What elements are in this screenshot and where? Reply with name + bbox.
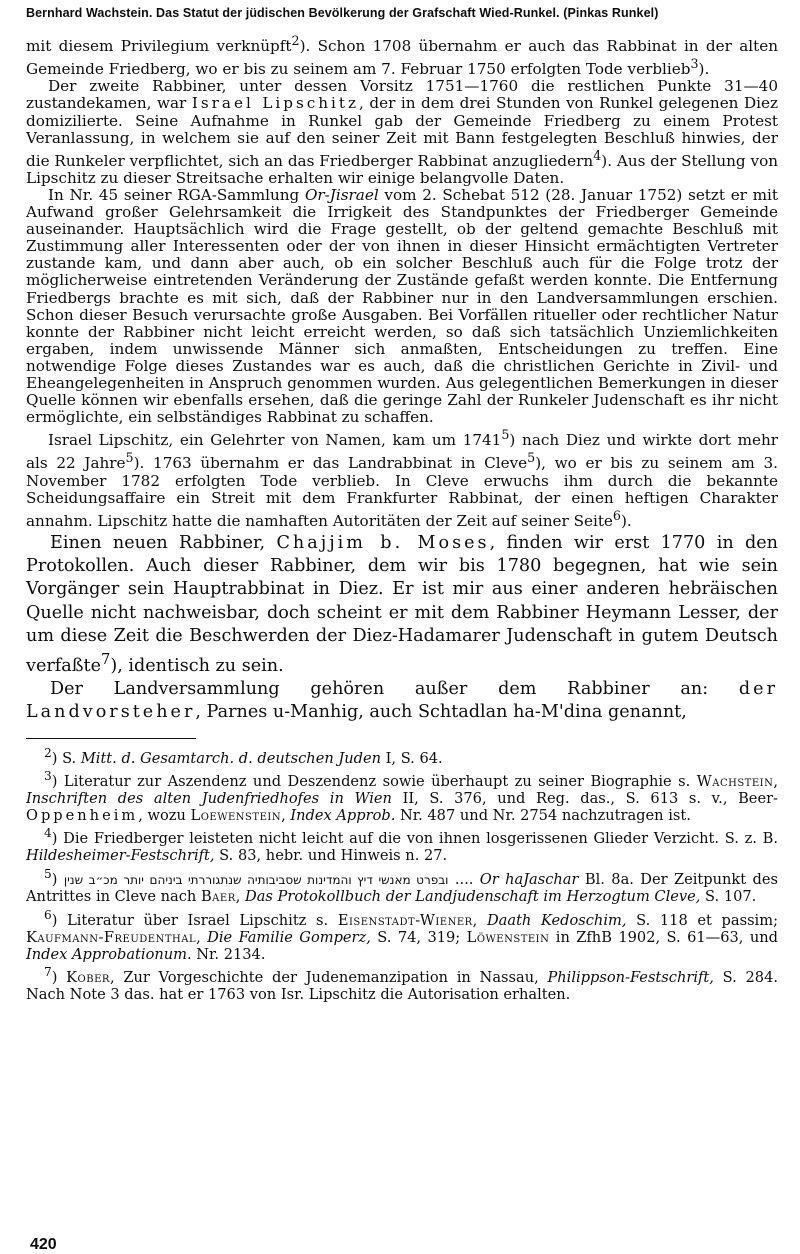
author-name: Wachstein xyxy=(696,773,774,791)
text: Nr. 2134. xyxy=(191,945,266,963)
paragraph-2 xyxy=(26,78,778,187)
paragraph-5 xyxy=(26,532,778,678)
footnote-4 xyxy=(26,825,778,864)
footnote-mark: 2 xyxy=(44,746,52,761)
footnote-5: $^5$) ובפרט מאנשי דיץ והמדינות שסביבותיה שנתגוררתי ביניהם יותר מכ״ב שנין .... Or haJaschar Bl. 8a. Der Zeitpunkt des Antrittes in Cleve nach Baer, Das Protokollbuch der Landjudenschaft im Herzogtum Cleve, S. 107. xyxy=(26,866,778,906)
footnote-ref-6[interactable]: 6 xyxy=(612,507,621,523)
running-head: Bernhard Wachstein. Das Statut der jüdischen Bevölkerung der Grafschaft Wied-Runkel. (Pinkas Runkel) xyxy=(26,6,659,20)
body-text-small xyxy=(26,32,778,530)
page-number: 420 xyxy=(30,1236,57,1253)
person-name: Oppenheim xyxy=(26,807,139,825)
text: Einen neuen Rabbiner, xyxy=(50,532,277,553)
text: Nr. 487 und Nr. 2754 nachzutragen ist. xyxy=(395,807,691,825)
text: ) Die Friedberger leisteten nicht leicht auf die von ihnen losgerissenen Glieder Verzicht. S. z. B. xyxy=(51,830,778,848)
footnote-3: $^3$) Literatur zur Aszendenz und Deszendenz sowie überhaupt zu seiner Biographie s. Wachstein, Inschriften des alten Judenfriedhofes in Wien II, S. 376, und Reg. das., S. 613 s. v., Beer-Oppenheim, wozu Loewenstein, Index Approb. Nr. 487 und Nr. 2754 nachzutragen ist. xyxy=(26,769,778,825)
work-title: Daath Kedoschim, xyxy=(486,911,627,929)
work-title: Index Approbationum. xyxy=(26,945,192,963)
text: I, S. 64. xyxy=(381,750,443,768)
text: In Nr. 45 seiner RGA-Sammlung xyxy=(48,185,305,204)
text: ). 1763 übernahm er das Landrabbinat in Cleve xyxy=(133,454,528,473)
footnote-ref-2[interactable]: 2 xyxy=(291,33,300,48)
work-title: Or-Jisrael xyxy=(304,185,379,204)
footnote-mark: 4 xyxy=(44,826,52,841)
text: S. 284. Nach Note 3 das. hat er 1763 von Isr. Lipschitz die Autorisation erhalten. xyxy=(26,968,778,1003)
text: in ZfhB 1902, S. 61—63, und xyxy=(549,928,778,946)
text: ). Schon 1708 übernahm er auch das Rabbinat in der alten Gemeinde Friedberg, wo er bis zu seinem am 7. Februar 1750 erfolgten Tode verblieb xyxy=(26,37,778,79)
text: , finden wir erst 1770 in den Protokollen. Auch dieser Rabbiner, dem wir bis 1780 begegnen, hat wie sein Vorgänger sein Hauptrabbinat in Diez. Er ist mir aus einer anderen hebräischen Quelle nicht nachweisbar, doch scheint er mit dem Rabbiner Heymann Lesser, der um diese Zeit die Beschwerden der Diez-Hadamarer Judenschaft in gutem Deutsch verfaßte xyxy=(26,532,778,676)
footnote-ref-7[interactable]: 7 xyxy=(101,650,111,668)
paragraph-1 xyxy=(26,32,778,78)
work-title: Mitt. d. Gesamtarch. d. deutschen Juden xyxy=(80,750,382,768)
hebrew-quote: ובפרט מאנשי דיץ והמדינות שסביבותיה שנתגוררתי ביניהם יותר מכ״ב שנין xyxy=(63,872,449,887)
footnote-6: $^6$) Literatur über Israel Lipschitz s. Eisenstadt-Wiener, Daath Kedoschim, S. 118 et passim; Kaufmann-Freudenthal, Die Familie Gomperz, S. 74, 319; Löwenstein in ZfhB 1902, S. 61—63, und Index Approbationum. Nr. 2134. xyxy=(26,907,778,963)
footnote-mark: 3 xyxy=(44,769,52,784)
text: .... xyxy=(448,870,480,888)
text: Der Landversammlung gehören außer dem Rabbiner an: xyxy=(50,678,739,699)
text: Israel Lipschitz, ein Gelehrter von Namen, kam um 1741 xyxy=(48,431,502,450)
work-title: Philippson-Festschrift, xyxy=(547,968,714,986)
footnote-mark: 5 xyxy=(44,866,52,881)
text: ) Literatur über Israel Lipschitz s. xyxy=(51,911,338,929)
footnote-7: $^7$) Kober, Zur Vorgeschichte der Judenemanzipation in Nassau, Philippson-Festschrift, S. 284. Nach Note 3 das. hat er 1763 von Isr. Lipschitz die Autorisation erhalten. xyxy=(26,964,778,1003)
paragraph-4 xyxy=(26,426,778,530)
text: ) xyxy=(51,968,67,986)
author-name: Kaufmann-Freudenthal xyxy=(26,928,197,946)
text: ), identisch zu sein. xyxy=(110,655,284,676)
author-name: Kober xyxy=(66,968,110,986)
work-title: Das Protokollbuch der Landjudenschaft im Herzogtum Cleve, xyxy=(245,888,701,906)
text: , der in dem drei Stunden von Runkel gelegenen Diez domizilierte. Seine Aufnahme in Runkel gab der Gemeinde Friedberg zu einem Protest Veranlassung, in welchem sie auf den seiner Zeit mit Bann festgelegten Beschluß hinwies, der die Runkeler verpflichtet, sich an das Friedberger Rabbinat anzugliedern xyxy=(26,94,779,170)
footnotes xyxy=(26,745,778,1002)
footnote-mark: 7 xyxy=(44,964,52,979)
paragraph-6 xyxy=(26,678,778,724)
text: mit diesem Privilegium verknüpft xyxy=(26,37,292,56)
text: ). xyxy=(620,511,632,530)
text: ). Aus der Stellung von Lipschitz zu dieser Streitsache erhalten wir einige belangvolle Daten. xyxy=(26,151,779,187)
work-title: Index Approb. xyxy=(290,807,396,825)
text: vom 2. Schebat 512 (28. Januar 1752) setzt er mit Aufwand großer Gelehrsamkeit die Irrigkeit des Standpunktes der Friedberger Gemeinde auseinander. Hauptsächlich wird die Frage gestellt, ob der geltend gemachte Beschluß mit Zustimmung aller Interessenten oder der von ihnen in dieser Hinsicht ermächtigten Vertreter zustande kam, und dann aber auch, ob ein solcher Beschluß auch für die Folge trotz der möglicherweise eintretenden Veränderung der Zustände gefaßt werden konnte. Die Entfernung Friedbergs brachte es mit sich, daß der Rabbiner nur in den Landversammlungen erschien. Schon dieser Besuch verursachte große Ausgaben. Bei Vorfällen ritueller oder rechtlicher Natur konnte der Rabbiner nicht leicht erreicht werden, so daß sich tatsächlich Unziemlichkeiten ergaben, indem unwissende Männer sich anmaßten, Entscheidungen zu treffen. Eine notwendige Folge dieses Zustandes war es auch, daß die christlichen Gerichte in Zivil- und Eheangelegenheiten in Anspruch genommen wurden. Aus gelegentlichen Bemerkungen in dieser Quelle können wir ebenfalls ersehen, daß die geringe Zahl der Runkeler Judenschaft es ihr nicht ermöglichte, ein selbständiges Rabbinat zu schaffen. xyxy=(26,185,778,427)
work-title: Or haJaschar xyxy=(479,870,579,888)
text: II, S. 376, und Reg. das., S. 613 s. v., Beer- xyxy=(391,790,778,808)
text: S. 107. xyxy=(700,888,757,906)
author-name: Löwenstein xyxy=(466,928,550,946)
text: , wozu xyxy=(138,807,191,825)
work-title: Die Familie Gomperz, xyxy=(207,928,371,946)
text: S. 118 et passim; xyxy=(626,911,778,929)
work-title: Hildesheimer-Festschrift, xyxy=(26,847,215,865)
text: S. 83, hebr. und Hinweis n. 27. xyxy=(214,847,448,865)
document-page xyxy=(26,6,778,1004)
text: Der zweite Rabbiner, unter dessen Vorsitz 1751—1760 die restlichen Punkte 31—40 zustandekamen, war xyxy=(26,77,778,113)
footnote-ref-5[interactable]: 5 xyxy=(501,427,510,443)
author-name: Loewenstein xyxy=(190,807,282,825)
text: , Parnes u-Manhig, auch Schtadlan ha-M'dina genannt, xyxy=(195,702,687,723)
footnote-ref-5[interactable]: 5 xyxy=(527,450,536,466)
text: S. 74, 319; xyxy=(370,928,467,946)
footnote-mark: 6 xyxy=(44,907,52,922)
footnote-divider xyxy=(26,738,196,739)
footnote-ref-3[interactable]: 3 xyxy=(690,56,699,72)
text: ). xyxy=(698,60,710,79)
author-name: Baer xyxy=(200,888,236,906)
work-title: Inschriften des alten Judenfriedhofes in Wien xyxy=(26,790,392,808)
person-name: Israel Lipschitz xyxy=(191,94,360,113)
paragraph-3 xyxy=(26,187,778,426)
text: Zur Vorgeschichte der Judenemanzipation in Nassau, xyxy=(123,968,548,986)
author-name: Eisenstadt-Wiener xyxy=(337,911,473,929)
text: Bl. 8a. Der Zeitpunkt des Antrittes in Cleve nach xyxy=(26,870,778,906)
text: ) Literatur zur Aszendenz und Deszendenz sowie überhaupt zu seiner Biographie s. xyxy=(51,773,697,791)
office-title: der Landvorsteher xyxy=(26,678,778,723)
footnote-ref-4[interactable]: 4 xyxy=(593,147,602,163)
text: ) nach Diez und wirkte dort mehr als 22 Jahre xyxy=(26,431,778,473)
footnote-2 xyxy=(26,745,778,767)
text: ) S. xyxy=(51,750,81,768)
body-text-large xyxy=(26,532,778,724)
person-name: Chajjim b. Moses xyxy=(276,532,490,553)
footnote-ref-5[interactable]: 5 xyxy=(125,450,134,466)
text: ), wo er bis zu seinem am 3. November 1782 erfolgten Tode verblieb. In Cleve erwuchs ihm durch die bekannte Scheidungsaffaire ein Streit mit dem Frankfurter Rabbinat, der einen heftigen Charakter annahm. Lipschitz hatte die namhaften Autoritäten der Zeit auf seiner Seite xyxy=(26,454,778,530)
